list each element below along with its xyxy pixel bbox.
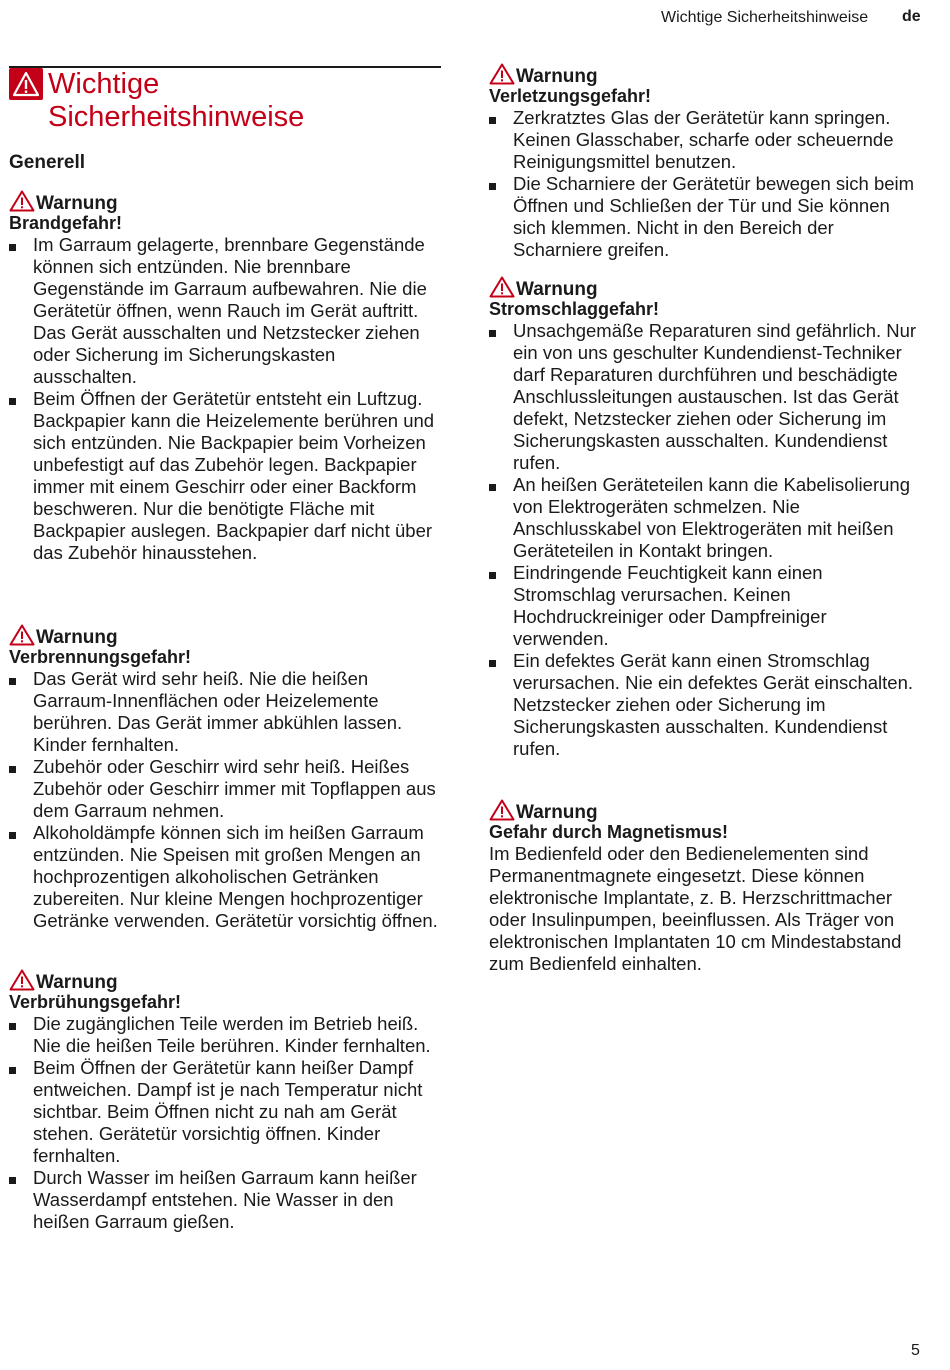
warning-label-row	[489, 799, 921, 821]
paragraph: Im Bedienfeld oder den Bedienelementen sind Permanentmagnete eingesetzt. Diese können elektronische Implantate, z. B. Herzschrittmacher oder Insulinpumpen, beeinflussen. Als Träger von elektronischen Implantaten 10 cm Mindestabstand zum Bedienfeld einhalten.	[489, 843, 902, 974]
bullet	[9, 244, 16, 251]
page-number: 5	[911, 1342, 920, 1359]
bullet	[9, 1177, 16, 1184]
warning-label-row	[489, 63, 921, 85]
hazard-title: Verbrühungsgefahr!	[9, 992, 182, 1012]
bullet	[489, 183, 496, 190]
warning-block-magnetism	[489, 799, 921, 975]
bullet	[489, 330, 496, 337]
warning-triangle-icon	[9, 190, 35, 212]
warning-block-electric	[489, 276, 921, 760]
warning-label: Warnung	[36, 193, 118, 214]
warning-triangle-icon	[9, 68, 43, 100]
running-header-title: Wichtige Sicherheitshinweise	[661, 9, 869, 26]
list-item: Die Scharniere der Gerätetür bewegen sich beim Öffnen und Schließen der Tür und Sie können sich klemmen. Nicht in den Bereich der Scharniere greifen.	[489, 173, 921, 261]
hazard-title: Stromschlaggefahr!	[489, 299, 660, 319]
list-item: Beim Öffnen der Gerätetür entsteht ein Luftzug. Backpapier kann die Heizelemente berühren und sich entzünden. Nie Backpapier beim Vorheizen unbefestigt auf das Zubehör legen. Backpapier immer mit einem Geschirr oder einer Backform beschweren. Nur die benötigte Fläche mit Backpapier auslegen. Backpapier darf nicht über das Zubehör hinausstehen.	[9, 388, 441, 564]
warning-block-burn	[9, 624, 441, 932]
warning-label-row	[489, 276, 921, 298]
warning-block-scald	[9, 969, 441, 1233]
warning-triangle-icon	[489, 63, 515, 85]
warning-triangle-icon	[489, 799, 515, 821]
section-subheading: Generell	[9, 152, 86, 173]
title-line-1: Wichtige	[48, 68, 160, 100]
warning-label-row	[9, 190, 441, 212]
bullet	[489, 484, 496, 491]
bullet	[489, 117, 496, 124]
bullet	[489, 572, 496, 579]
warning-label: Warnung	[36, 972, 118, 993]
list-item: Eindringende Feuchtigkeit kann einen Stromschlag verursachen. Keinen Hochdruckreiniger oder Dampfreiniger verwenden.	[489, 562, 921, 650]
list-item: Ein defektes Gerät kann einen Stromschlag verursachen. Nie ein defektes Gerät einschalten. Netzstecker ziehen oder Sicherung im Sicherungskasten ausschalten. Kundendienst rufen.	[489, 650, 921, 760]
list-item: An heißen Geräteteilen kann die Kabelisolierung von Elektrogeräten schmelzen. Nie Anschlusskabel von Elektrogeräten mit heißen Geräteteilen in Kontakt bringen.	[489, 474, 921, 562]
hazard-title: Gefahr durch Magnetismus!	[489, 822, 729, 842]
hazard-title: Verbrennungsgefahr!	[9, 647, 192, 667]
bullet	[9, 1023, 16, 1030]
language-code: de	[902, 8, 921, 25]
warning-label: Warnung	[36, 627, 118, 648]
bullet	[9, 398, 16, 405]
bullet	[9, 678, 16, 685]
hazard-title: Brandgefahr!	[9, 213, 123, 233]
warning-label-row	[9, 969, 441, 991]
bullet	[9, 832, 16, 839]
warning-block-fire	[9, 190, 441, 564]
bullet	[9, 766, 16, 773]
list-item: Unsachgemäße Reparaturen sind gefährlich. Nur ein von uns geschulter Kundendienst-Techniker darf Reparaturen durchführen und beschädigte Anschlussleitungen austauschen. Ist das Gerät defekt, Netzstecker ziehen oder Sicherung im Sicherungskasten ausschalten. Kundendienst rufen.	[489, 320, 921, 474]
list-item: Alkoholdämpfe können sich im heißen Garraum entzünden. Nie Speisen mit großen Mengen an hochprozentigen alkoholischen Getränken zubereiten. Nur kleine Mengen hochprozentiger Getränke verwenden. Gerätetür vorsichtig öffnen.	[9, 822, 441, 932]
warning-label: Warnung	[516, 66, 598, 87]
warning-label: Warnung	[516, 279, 598, 300]
warning-triangle-icon	[489, 276, 515, 298]
list-item: Das Gerät wird sehr heiß. Nie die heißen Garraum-Innenflächen oder Heizelemente berühren. Das Gerät immer abkühlen lassen. Kinder fernhalten.	[9, 668, 441, 756]
list-item: Zerkratztes Glas der Gerätetür kann springen. Keinen Glasschaber, scharfe oder scheuernde Reinigungsmittel benutzen.	[489, 107, 921, 173]
list-item: Beim Öffnen der Gerätetür kann heißer Dampf entweichen. Dampf ist je nach Temperatur nicht sichtbar. Beim Öffnen nicht zu nah am Gerät stehen. Gerätetür vorsichtig öffnen. Kinder fernhalten.	[9, 1057, 441, 1167]
list-item: Zubehör oder Geschirr wird sehr heiß. Heißes Zubehör oder Geschirr immer mit Topflappen aus dem Garraum nehmen.	[9, 756, 441, 822]
list-item: Die zugänglichen Teile werden im Betrieb heiß. Nie die heißen Teile berühren. Kinder fernhalten.	[9, 1013, 441, 1057]
bullet	[9, 1067, 16, 1074]
bullet	[489, 660, 496, 667]
warning-triangle-icon	[9, 969, 35, 991]
warning-block-injury	[489, 63, 921, 261]
title-line-2: Sicherheitshinweise	[48, 101, 305, 133]
list-item: Im Garraum gelagerte, brennbare Gegenstände können sich entzünden. Nie brennbare Gegenstände im Garraum aufbewahren. Nie die Gerätetür öffnen, wenn Rauch im Gerät auftritt. Das Gerät ausschalten und Netzstecker ziehen oder Sicherung im Sicherungskasten ausschalten.	[9, 234, 441, 388]
warning-label: Warnung	[516, 802, 598, 823]
warning-triangle-icon	[9, 624, 35, 646]
list-item: Durch Wasser im heißen Garraum kann heißer Wasserdampf entstehen. Nie Wasser in den heißen Garraum gießen.	[9, 1167, 441, 1233]
hazard-title: Verletzungsgefahr!	[489, 86, 652, 106]
warning-label-row	[9, 624, 441, 646]
